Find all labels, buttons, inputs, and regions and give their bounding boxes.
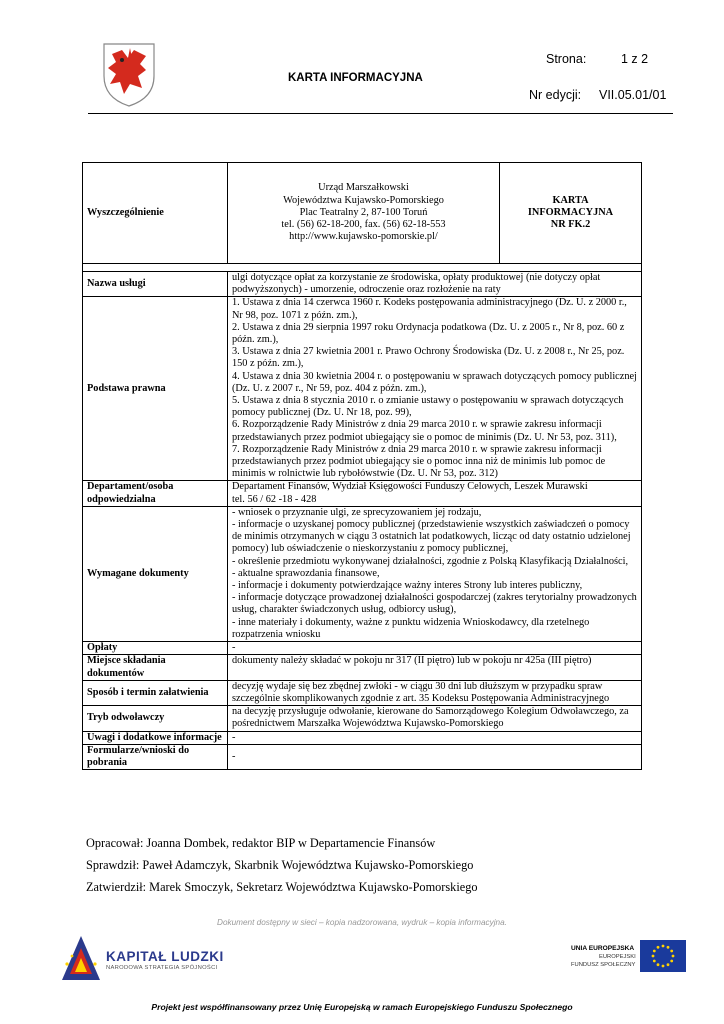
appeal-label: Tryb odwoławczy xyxy=(83,706,228,731)
documents-row xyxy=(83,506,642,641)
notes-row xyxy=(83,731,642,744)
legal-item: 4. Ustawa z dnia 30 kwietnia 2004 r. o postępowaniu w sprawach dotyczących pomocy publicznej (Dz. U. z 2007 r., Nr 59, poz. 404 z późn. zm.), xyxy=(232,370,637,394)
legal-item: 3. Ustawa z dnia 27 kwietnia 2001 r. Prawo Ochrony Środowiska (Dz. U. z 2008 r., Nr 25, poz. 150 z późn. zm.), xyxy=(232,346,625,370)
service-row xyxy=(83,272,642,297)
kapital-ludzki-subtitle: NARODOWA STRATEGIA SPÓJNOŚCI xyxy=(106,965,218,971)
legal-item: 2. Ustawa z dnia 29 sierpnia 1997 roku Ordynacja podatkowa (Dz. U. z 2005 r., Nr 8, poz. 60 z późn. zm.), xyxy=(232,321,625,346)
department-name: Departament Finansów, Wydział Księgowości Funduszy Celowych, Leszek Murawski xyxy=(232,481,588,493)
deadline-row xyxy=(83,680,642,705)
place-label: Miejsce składania dokumentów xyxy=(83,655,228,680)
eu-flag-icon xyxy=(640,940,686,972)
legal-basis-row xyxy=(83,297,642,481)
office-phone: tel. (56) 62-18-200, fax. (56) 62-18-553 xyxy=(281,219,446,231)
info-card-table xyxy=(82,162,642,770)
document-item: - wniosek o przyznanie ulgi, ze sprecyzowaniem jej rodzaju, xyxy=(232,506,482,518)
legal-item: 6. Rozporządzenie Rady Ministrów z dnia 29 marca 2010 r. w sprawie zakresu informacji przedstawianych przez podmiot ubiegający sie o pomoc de minimis (Dz. U. Nr 53, poz. 311), xyxy=(232,419,617,443)
service-value: ulgi dotyczące opłat za korzystanie ze środowiska, opłaty produktowej (nie dotyczy opłat podwyższonych) - umorzenie, odroczenie oraz rozłożenie na raty xyxy=(228,272,642,297)
legal-item: 7. Rozporządzenie Rady Ministrów z dnia 29 marca 2010 r. w sprawie zakresu informacji przedstawianych przez podmiot ubiegający sie o pomoc inna niż de minimis lub pomoc de minimis w rolnictwie lub rybołówstwie (Dz. U. Nr 53, poz. 312) xyxy=(232,443,606,480)
document-item: - informacje i dokumenty potwierdzające ważny interes Strony lub interes publiczny, xyxy=(232,580,583,592)
card-line-3: NR FK.2 xyxy=(550,219,591,231)
eu-fund-line2: FUNDUSZ SPOŁECZNY xyxy=(571,962,636,968)
office-website-link[interactable]: http://www.kujawsko-pomorskie.pl/ xyxy=(289,231,438,243)
project-note: Projekt jest współfinansowany przez Unię Europejską w ramach Europejskiego Funduszu Społecznego xyxy=(151,1002,573,1012)
fees-label: Opłaty xyxy=(83,642,228,655)
forms-row xyxy=(83,744,642,769)
place-row xyxy=(83,655,642,680)
legal-basis-list xyxy=(228,297,642,481)
forms-label: Formularze/wnioski do pobrania xyxy=(83,744,228,769)
office-region: Województwa Kujawsko-Pomorskiego xyxy=(283,194,444,206)
department-label: Departament/osoba odpowiedzialna xyxy=(83,481,228,506)
appeal-value: na decyzję przysługuje odwołanie, kierowane do Samorządowego Kolegium Odwoławczego, za pośrednictwem Marszałka Województwa Kujawsko-Pomorskiego xyxy=(228,706,642,731)
fees-value: - xyxy=(228,642,642,655)
place-value: dokumenty należy składać w pokoju nr 317 (II piętro) lub w pokoju nr 425a (III piętro) xyxy=(228,655,642,680)
header-divider xyxy=(88,113,673,114)
edition-value: VII.05.01/01 xyxy=(599,88,667,102)
page-value: 1 z 2 xyxy=(621,52,649,66)
kapital-ludzki-logo-icon xyxy=(60,934,102,982)
fees-row xyxy=(83,642,642,655)
kapital-ludzki-name: KAPITAŁ LUDZKI xyxy=(106,949,224,964)
eu-fund-line1: EUROPEJSKI xyxy=(599,954,636,960)
card-line-1: KARTA xyxy=(552,194,589,206)
office-address: Plac Teatralny 2, 87-100 Toruń xyxy=(299,206,428,218)
documents-list xyxy=(228,506,642,641)
legal-basis-label: Podstawa prawna xyxy=(83,297,228,481)
spacer-row xyxy=(83,264,642,272)
prepared-by: Opracował: Joanna Dombek, redaktor BIP w Departamencie Finansów xyxy=(86,836,436,850)
document-item: - aktualne sprawozdania finansowe, xyxy=(232,567,380,579)
deadline-value: decyzję wydaje się bez zbędnej zwłoki - w ciągu 30 dni lub dłuższym w przypadku spraw szczególnie skomplikowanych zgodnie z art. 35 Kodeksu Postępowania Administracyjnego xyxy=(228,680,642,705)
edition-label: Nr edycji: xyxy=(529,88,582,102)
page-title: KARTA INFORMACYJNA xyxy=(288,72,423,84)
specification-label: Wyszczególnienie xyxy=(83,163,228,264)
deadline-label: Sposób i termin załatwienia xyxy=(83,680,228,705)
documents-label: Wymagane dokumenty xyxy=(83,506,228,641)
document-item: - inne materiały i dokumenty, ważne z punktu widzenia Wnioskodawcy, dla rzetelnego rozpatrzenia wniosku xyxy=(232,616,590,640)
page-label: Strona: xyxy=(546,52,587,66)
notes-value: - xyxy=(228,731,642,744)
approved-by: Zatwierdził: Marek Smoczyk, Sekretarz Województwa Kujawsko-Pomorskiego xyxy=(86,880,478,894)
office-info xyxy=(228,163,500,264)
legal-item: 1. Ustawa z dnia 14 czerwca 1960 r. Kodeks postępowania administracyjnego (Dz. U. z 2000 r., Nr 98, poz. 1071 z późn. zm.), xyxy=(232,297,627,321)
legal-item: 5. Ustawa z dnia 8 stycznia 2010 r. o zmianie ustawy o postępowaniu w sprawach dotyczących pomocy publicznej (Dz. U. Nr 18, poz. 99), xyxy=(232,395,624,419)
forms-value: - xyxy=(228,744,642,769)
document-item: - informacje dotyczące prowadzonej działalności gospodarczej (zakres terytorialny prowadzonych usług, charakter świadczonych usług, odbiorcy usług), xyxy=(232,592,637,616)
document-item: - określenie przedmiotu wykonywanej działalności, zgodnie z Polską Klasyfikacją Działalności, xyxy=(232,555,629,567)
card-line-2: INFORMACYJNA xyxy=(527,206,614,218)
coat-of-arms-icon xyxy=(100,40,158,108)
office-name: Urząd Marszałkowski xyxy=(318,182,409,194)
card-number xyxy=(500,163,642,264)
document-item: - informacje o uzyskanej pomocy publicznej (przedstawienie wszystkich zaświadczeń o pomocy de minimis otrzymanych w ciągu 3 ostatnich lat podatkowych, licząc od daty ostatnio udzielonej pomocy) lub oświadczenie o nieskorzystaniu z pomocy publicznej, xyxy=(232,519,631,555)
department-value xyxy=(228,481,642,506)
checked-by: Sprawdził: Paweł Adamczyk, Skarbnik Województwa Kujawsko-Pomorskiego xyxy=(86,858,474,872)
department-phone: tel. 56 / 62 -18 - 428 xyxy=(232,493,317,505)
header-row xyxy=(83,163,642,264)
department-row xyxy=(83,481,642,506)
service-label: Nazwa usługi xyxy=(83,272,228,297)
disclaimer: Dokument dostępny w sieci – kopia nadzorowana, wydruk – kopia informacyjna. xyxy=(217,918,507,927)
appeal-row xyxy=(83,706,642,731)
notes-label: Uwagi i dodatkowe informacje xyxy=(83,731,228,744)
eu-name: UNIA EUROPEJSKA xyxy=(571,945,635,952)
